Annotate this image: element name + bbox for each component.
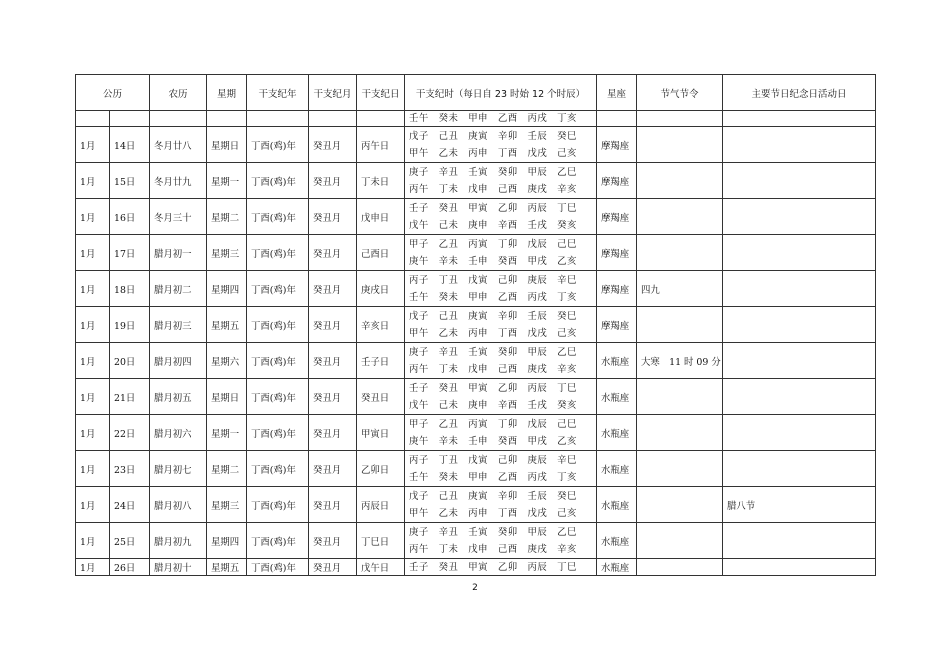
table-row-continued [76,111,876,127]
cell-day-ganzhi: 甲寅日 [357,415,405,451]
cell-zodiac: 水瓶座 [597,487,637,523]
hours-line-1: 庚子 辛丑 壬寅 癸卯 甲辰 乙巳 [409,526,577,538]
cell-festival [723,379,876,415]
cell-zodiac: 水瓶座 [597,415,637,451]
hours-line-2: 戊午 己未 庚申 辛酉 壬戌 癸亥 [409,219,577,231]
header-solar-term: 节气节令 [637,75,723,111]
header-festival: 主要节日纪念日活动日 [723,75,876,111]
hours-line-2: 丙午 丁未 戊申 己酉 庚戌 辛亥 [409,363,577,375]
cell-hours [405,379,597,415]
cell-solar-term [637,199,723,235]
cell-zodiac: 摩羯座 [597,199,637,235]
cell-weekday: 星期一 [207,163,247,199]
cell-month: 1月 [76,487,110,523]
cell-month: 1月 [76,559,110,576]
hours-line-1: 戊子 己丑 庚寅 辛卯 壬辰 癸巳 [409,490,577,502]
cell-year-ganzhi: 丁酉(鸡)年 [247,163,309,199]
cell-year-ganzhi: 丁酉(鸡)年 [247,379,309,415]
cell-month [76,111,110,127]
cell-solar-term: 四九 [637,271,723,307]
cell-year-ganzhi: 丁酉(鸡)年 [247,451,309,487]
cell-solar-term: 大寒 11 时 09 分 [637,343,723,379]
cell-day-ganzhi: 戊申日 [357,199,405,235]
header-zodiac: 星座 [597,75,637,111]
cell-day: 21日 [110,379,150,415]
cell-festival [723,111,876,127]
hours-line-1: 甲子 乙丑 丙寅 丁卯 戊辰 己巳 [409,238,577,250]
hours-line-2: 甲午 乙未 丙申 丁酉 戊戌 己亥 [409,327,577,339]
cell-day: 24日 [110,487,150,523]
header-year-ganzhi: 干支纪年 [247,75,309,111]
cell-lunar: 腊月初二 [150,271,207,307]
header-month-ganzhi: 干支纪月 [309,75,357,111]
cell-lunar: 腊月初九 [150,523,207,559]
page-number: 2 [472,583,478,593]
cell-day: 17日 [110,235,150,271]
hours-line-2: 庚午 辛未 壬申 癸酉 甲戌 乙亥 [409,255,577,267]
cell-month-ganzhi: 癸丑月 [309,451,357,487]
cell-zodiac: 摩羯座 [597,163,637,199]
cell-festival [723,415,876,451]
cell-festival [723,235,876,271]
cell-lunar: 冬月廿八 [150,127,207,163]
cell-year-ganzhi: 丁酉(鸡)年 [247,271,309,307]
table-row [76,559,876,576]
cell-solar-term [637,415,723,451]
hours-line-1: 丙子 丁丑 戊寅 己卯 庚辰 辛巳 [409,454,577,466]
cell-weekday: 星期五 [207,559,247,576]
cell-hours [405,451,597,487]
cell-month: 1月 [76,379,110,415]
cell-month: 1月 [76,343,110,379]
cell-month-ganzhi: 癸丑月 [309,127,357,163]
cell-solar-term [637,487,723,523]
hours-line-2: 壬午 癸未 甲申 乙酉 丙戌 丁亥 [409,471,577,483]
cell-lunar: 腊月初八 [150,487,207,523]
cell-day-ganzhi: 庚戌日 [357,271,405,307]
cell-day-ganzhi: 乙卯日 [357,451,405,487]
table-row [76,271,876,307]
cell-month-ganzhi: 癸丑月 [309,271,357,307]
cell-day [110,111,150,127]
cell-month: 1月 [76,199,110,235]
cell-month: 1月 [76,307,110,343]
cell-lunar: 腊月初一 [150,235,207,271]
cell-weekday: 星期五 [207,307,247,343]
cell-hours [405,199,597,235]
cell-lunar: 腊月初四 [150,343,207,379]
cell-month-ganzhi: 癸丑月 [309,343,357,379]
cell-zodiac: 水瓶座 [597,451,637,487]
cell-weekday: 星期二 [207,451,247,487]
table-row [76,163,876,199]
cell-festival [723,451,876,487]
cell-hours [405,235,597,271]
hours-line-1: 庚子 辛丑 壬寅 癸卯 甲辰 乙巳 [409,346,577,358]
hours-line-1: 壬子 癸丑 甲寅 乙卯 丙辰 丁巳 [409,561,577,573]
cell-day-ganzhi: 丙辰日 [357,487,405,523]
cell-day: 15日 [110,163,150,199]
cell-month-ganzhi: 癸丑月 [309,163,357,199]
cell-zodiac: 摩羯座 [597,307,637,343]
header-lunar: 农历 [150,75,207,111]
cell-month: 1月 [76,271,110,307]
cell-weekday: 星期四 [207,271,247,307]
cell-solar-term [637,307,723,343]
cell-solar-term [637,111,723,127]
cell-zodiac: 摩羯座 [597,235,637,271]
cell-hours [405,111,597,127]
cell-month-ganzhi: 癸丑月 [309,415,357,451]
cell-solar-term [637,451,723,487]
cell-month: 1月 [76,523,110,559]
cell-month-ganzhi: 癸丑月 [309,379,357,415]
hours-line-2: 丙午 丁未 戊申 己酉 庚戌 辛亥 [409,183,577,195]
cell-year-ganzhi [247,111,309,127]
cell-day: 22日 [110,415,150,451]
cell-hours [405,307,597,343]
cell-lunar: 腊月初五 [150,379,207,415]
cell-day: 23日 [110,451,150,487]
cell-hours [405,487,597,523]
cell-month-ganzhi: 癸丑月 [309,523,357,559]
cell-solar-term [637,163,723,199]
cell-weekday: 星期日 [207,379,247,415]
table-row [76,379,876,415]
table-row [76,523,876,559]
cell-day: 16日 [110,199,150,235]
cell-weekday: 星期三 [207,235,247,271]
cell-day-ganzhi: 丙午日 [357,127,405,163]
cell-month-ganzhi: 癸丑月 [309,307,357,343]
cell-day: 20日 [110,343,150,379]
cell-festival [723,307,876,343]
table-row [76,343,876,379]
hours-line-2: 甲午 乙未 丙申 丁酉 戊戌 己亥 [409,147,577,159]
cell-weekday: 星期一 [207,415,247,451]
cell-month-ganzhi: 癸丑月 [309,235,357,271]
cell-day: 25日 [110,523,150,559]
cell-year-ganzhi: 丁酉(鸡)年 [247,127,309,163]
hours-line-1: 壬午 癸未 甲申 乙酉 丙戌 丁亥 [409,113,577,124]
hours-line-2: 庚午 辛未 壬申 癸酉 甲戌 乙亥 [409,435,577,447]
cell-day: 26日 [110,559,150,576]
cell-zodiac: 摩羯座 [597,127,637,163]
hours-line-1: 庚子 辛丑 壬寅 癸卯 甲辰 乙巳 [409,166,577,178]
cell-zodiac: 水瓶座 [597,523,637,559]
cell-solar-term [637,127,723,163]
hours-line-2: 丙午 丁未 戊申 己酉 庚戌 辛亥 [409,543,577,555]
cell-lunar: 腊月初六 [150,415,207,451]
cell-lunar: 腊月初十 [150,559,207,576]
cell-festival [723,523,876,559]
header-day-ganzhi: 干支纪日 [357,75,405,111]
cell-weekday [207,111,247,127]
cell-festival [723,199,876,235]
cell-hours [405,523,597,559]
cell-year-ganzhi: 丁酉(鸡)年 [247,235,309,271]
hours-line-1: 丙子 丁丑 戊寅 己卯 庚辰 辛巳 [409,274,577,286]
cell-hours [405,559,597,576]
hours-line-1: 壬子 癸丑 甲寅 乙卯 丙辰 丁巳 [409,202,577,214]
cell-day-ganzhi [357,111,405,127]
cell-weekday: 星期日 [207,127,247,163]
cell-hours [405,415,597,451]
cell-day: 14日 [110,127,150,163]
cell-hours [405,343,597,379]
cell-festival [723,127,876,163]
cell-month: 1月 [76,235,110,271]
cell-zodiac: 水瓶座 [597,343,637,379]
cell-day-ganzhi: 丁巳日 [357,523,405,559]
cell-month-ganzhi: 癸丑月 [309,559,357,576]
cell-day-ganzhi: 辛亥日 [357,307,405,343]
cell-solar-term [637,523,723,559]
cell-festival [723,271,876,307]
cell-year-ganzhi: 丁酉(鸡)年 [247,523,309,559]
cell-weekday: 星期二 [207,199,247,235]
cell-day-ganzhi: 丁未日 [357,163,405,199]
cell-hours [405,271,597,307]
cell-festival [723,163,876,199]
table-row [76,307,876,343]
cell-month: 1月 [76,415,110,451]
cell-festival [723,559,876,576]
table-row [76,235,876,271]
cell-solar-term [637,235,723,271]
cell-day: 18日 [110,271,150,307]
cell-month-ganzhi: 癸丑月 [309,199,357,235]
table-row [76,127,876,163]
table-row [76,199,876,235]
cell-day-ganzhi: 癸丑日 [357,379,405,415]
cell-zodiac: 摩羯座 [597,271,637,307]
header-weekday: 星期 [207,75,247,111]
cell-month: 1月 [76,451,110,487]
cell-year-ganzhi: 丁酉(鸡)年 [247,307,309,343]
cell-zodiac [597,111,637,127]
table-row [76,451,876,487]
cell-hours [405,163,597,199]
hours-line-1: 戊子 己丑 庚寅 辛卯 壬辰 癸巳 [409,310,577,322]
cell-zodiac: 水瓶座 [597,379,637,415]
cell-lunar: 冬月三十 [150,199,207,235]
cell-year-ganzhi: 丁酉(鸡)年 [247,487,309,523]
cell-festival: 腊八节 [723,487,876,523]
hours-line-1: 甲子 乙丑 丙寅 丁卯 戊辰 己巳 [409,418,577,430]
hours-line-1: 戊子 己丑 庚寅 辛卯 壬辰 癸巳 [409,130,577,142]
cell-year-ganzhi: 丁酉(鸡)年 [247,415,309,451]
cell-weekday: 星期四 [207,523,247,559]
header-gregorian: 公历 [76,75,150,111]
cell-month: 1月 [76,163,110,199]
hours-line-2: 戊午 己未 庚申 辛酉 壬戌 癸亥 [409,399,577,411]
hours-line-1: 壬子 癸丑 甲寅 乙卯 丙辰 丁巳 [409,382,577,394]
cell-day-ganzhi: 壬子日 [357,343,405,379]
cell-month: 1月 [76,127,110,163]
header-hour-ganzhi: 干支纪时（每日自 23 时始 12 个时辰） [405,75,597,111]
cell-day-ganzhi: 戊午日 [357,559,405,576]
cell-year-ganzhi: 丁酉(鸡)年 [247,343,309,379]
cell-weekday: 星期六 [207,343,247,379]
almanac-table [75,74,876,576]
cell-month-ganzhi: 癸丑月 [309,487,357,523]
cell-year-ganzhi: 丁酉(鸡)年 [247,559,309,576]
header-row [76,75,876,111]
cell-solar-term [637,559,723,576]
cell-day: 19日 [110,307,150,343]
cell-zodiac: 水瓶座 [597,559,637,576]
cell-weekday: 星期三 [207,487,247,523]
cell-month-ganzhi [309,111,357,127]
hours-line-2: 壬午 癸未 甲申 乙酉 丙戌 丁亥 [409,291,577,303]
cell-lunar: 腊月初七 [150,451,207,487]
cell-hours [405,127,597,163]
cell-day-ganzhi: 己酉日 [357,235,405,271]
cell-festival [723,343,876,379]
cell-solar-term [637,379,723,415]
cell-lunar [150,111,207,127]
cell-year-ganzhi: 丁酉(鸡)年 [247,199,309,235]
hours-line-2: 甲午 乙未 丙申 丁酉 戊戌 己亥 [409,507,577,519]
table-row [76,487,876,523]
table-row [76,415,876,451]
cell-lunar: 腊月初三 [150,307,207,343]
cell-lunar: 冬月廿九 [150,163,207,199]
